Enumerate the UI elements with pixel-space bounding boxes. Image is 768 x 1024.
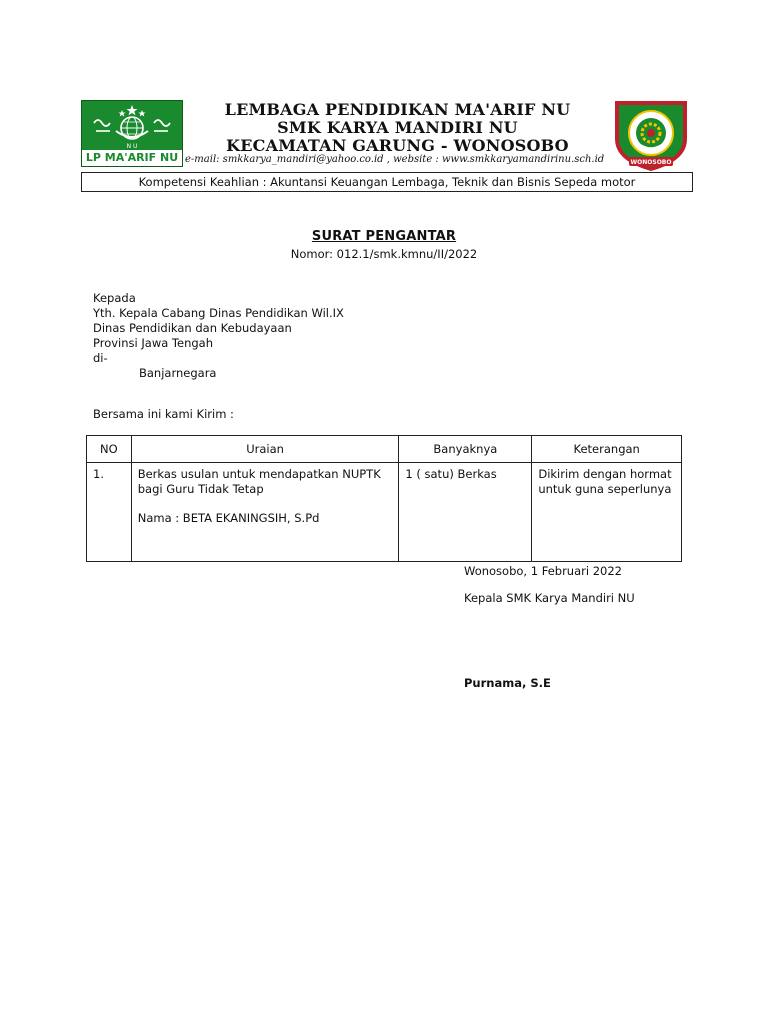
uraian-line-3: Nama : BETA EKANINGSIH, S.Pd [137, 511, 320, 525]
letter-title: SURAT PENGANTAR [311, 229, 457, 244]
nu-letters: N U [126, 143, 138, 150]
lp-maarif-logo [81, 100, 183, 167]
header-no: NO [87, 436, 132, 463]
school-location: KECAMATAN GARUNG - WONOSOBO [226, 136, 569, 155]
recipient-line-1: Yth. Kepala Cabang Dinas Pendidikan Wil.IX [93, 306, 344, 320]
keterangan-line-1: Dikirim dengan hormat [538, 467, 672, 481]
smk-emblem-icon [611, 97, 691, 173]
intro-text: Bersama ini kami Kirim : [93, 407, 234, 421]
uraian-line-1: Berkas usulan untuk mendapatkan NUPTK [137, 467, 381, 481]
table-row [87, 463, 682, 562]
cell-banyaknya: 1 ( satu) Berkas [399, 463, 532, 562]
smk-logo [611, 97, 691, 173]
nu-globe-icon [82, 101, 182, 151]
kompetensi-banner: Kompetensi Keahlian : Akuntansi Keuangan Lembaga, Teknik dan Bisnis Sepeda motor [81, 172, 693, 192]
signer-name: Purnama, S.E [464, 676, 551, 690]
items-table [86, 435, 682, 562]
recipient-di: di- [93, 351, 108, 365]
recipient-place: Banjarnegara [139, 366, 217, 380]
keterangan-line-2: untuk guna seperlunya [538, 482, 672, 496]
school-name: SMK KARYA MANDIRI NU [277, 118, 518, 137]
cell-uraian [131, 463, 399, 562]
signer-position: Kepala SMK Karya Mandiri NU [464, 591, 635, 605]
header-keterangan: Keterangan [532, 436, 682, 463]
recipient-line-3: Provinsi Jawa Tengah [93, 336, 213, 350]
header-uraian: Uraian [131, 436, 399, 463]
logo-left-label: LP MA'ARIF NU [82, 150, 182, 166]
table-header-row [87, 436, 682, 463]
cell-keterangan [532, 463, 682, 562]
cell-no: 1. [87, 463, 132, 562]
header-banyaknya: Banyaknya [399, 436, 532, 463]
contact-line: e-mail: smkkarya_mandiri@yahoo.co.id , website : www.smkkaryamandirinu.sch.id [185, 154, 605, 165]
letter-number: Nomor: 012.1/smk.kmnu/II/2022 [290, 247, 478, 261]
recipient-line-2: Dinas Pendidikan dan Kebudayaan [93, 321, 292, 335]
institution-name: LEMBAGA PENDIDIKAN MA'ARIF NU [224, 100, 571, 119]
recipient-kepada: Kepada [93, 291, 136, 305]
place-date: Wonosobo, 1 Februari 2022 [464, 564, 622, 578]
logo-right-bottom-text: WONOSOBO [630, 159, 672, 166]
uraian-line-2: bagi Guru Tidak Tetap [137, 482, 264, 496]
